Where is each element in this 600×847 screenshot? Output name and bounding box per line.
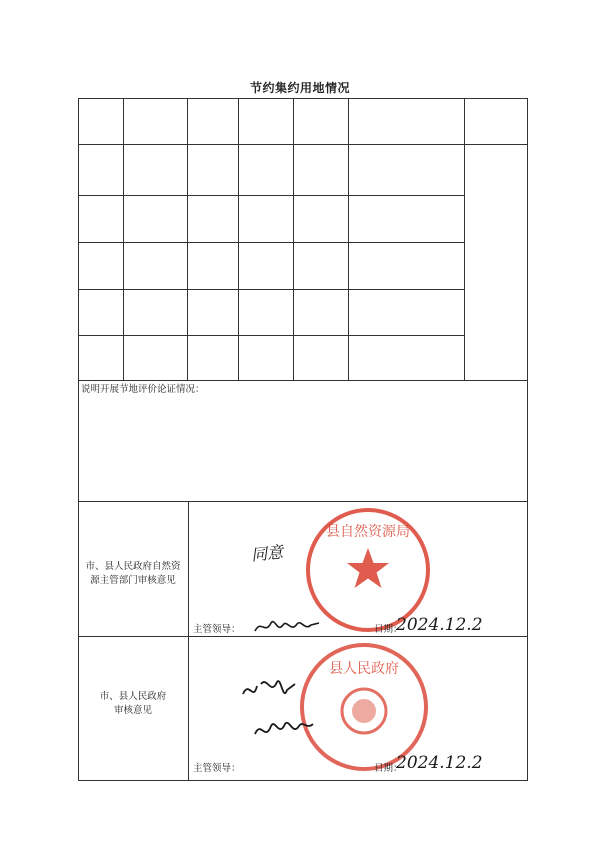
grid-col-line [348,98,349,381]
dept-date-label: 日期： [374,624,403,635]
dept-leader-label: 主管领导： [193,624,241,635]
dept-opinion-label-line1: 市、县人民政府自然资 [85,561,181,572]
grid-row-line [78,289,465,290]
gov-seal-text: 县人民政府 [329,661,399,677]
gov-leader-label: 主管领导： [193,763,241,774]
grid-col-line [123,98,124,381]
grid-row-line [78,195,465,196]
grid-bottom-line [78,380,528,381]
dept-seal-text: 县自然资源局 [326,524,410,540]
gov-opinion-label-line2: 审核意见 [113,705,152,716]
section-divider [78,501,528,502]
gov-leader-signature [237,672,327,752]
dept-opinion-label [78,560,188,588]
table-bottom-border [78,780,528,781]
grid-col-line [187,98,188,381]
dept-opinion-label-line2: 源主管部门审核意见 [90,575,176,586]
dept-seal-star [347,548,389,588]
grid-col-line [238,98,239,381]
grid-row-line [78,144,528,145]
explanation-label: 说明开展节地评价论证情况： [81,384,205,395]
gov-date-label: 日期： [374,763,403,774]
gov-date-value: 2024.12.2 [396,753,483,773]
opinion-label-divider [188,501,189,781]
table-top-border [78,98,528,99]
grid-row-line [78,242,465,243]
table-right-border [527,98,528,781]
table-left-border [78,98,79,781]
gov-opinion-label-line1: 市、县人民政府 [99,691,167,702]
form-title: 节约集约用地情况 [249,81,350,95]
dept-handwritten-opinion: 同意 [250,542,285,565]
grid-col-line [293,98,294,381]
dept-date-value: 2024.12.2 [396,615,483,635]
dept-leader-signature [253,615,323,637]
grid-row-line [78,335,465,336]
grid-col-line [464,98,465,381]
gov-opinion-label [78,690,188,718]
